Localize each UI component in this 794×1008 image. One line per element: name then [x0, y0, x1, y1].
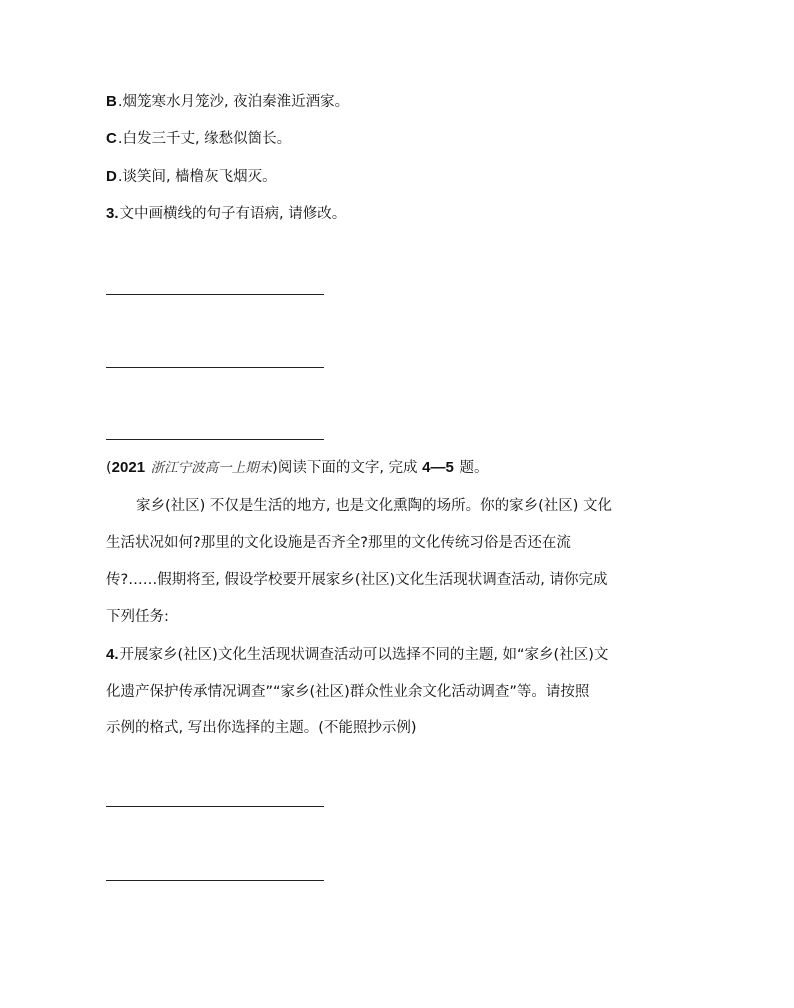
option-c-text: .白发三千丈, 缘愁似箇长。	[117, 131, 292, 147]
option-d-text: .谈笑间, 樯橹灰飞烟灭。	[117, 169, 277, 185]
intro-source: 浙江宁波高一上期末	[150, 460, 273, 476]
question-4-line-3: 示例的格式, 写出你选择的主题。(不能照抄示例)	[106, 720, 417, 736]
option-c	[106, 129, 291, 149]
question-3-text: 文中画横线的句子有语病, 请修改。	[119, 206, 347, 222]
answer-line-q4-2[interactable]	[106, 880, 324, 881]
passage-line-2: 生活状况如何?那里的文化设施是否齐全?那里的文化传统习俗是否还在流	[106, 535, 571, 551]
question-3-number: 3.	[106, 205, 119, 222]
passage-line-1: 家乡(社区) 不仅是生活的地方, 也是文化熏陶的场所。你的家乡(社区) 文化	[136, 498, 613, 514]
option-c-letter: C	[106, 130, 117, 147]
answer-line-q3-3[interactable]	[106, 439, 324, 440]
answer-line-q3-2[interactable]	[106, 367, 324, 368]
option-d-letter: D	[106, 168, 117, 185]
intro-text-after: 题。	[454, 460, 489, 476]
passage-line-4: 下列任务:	[106, 609, 169, 625]
option-d	[106, 167, 277, 187]
question-4-line-1	[106, 645, 608, 665]
question-3	[106, 204, 346, 224]
option-b-letter: B	[106, 93, 117, 110]
intro-year: 2021	[111, 459, 146, 476]
question-4-line-2: 化遗产保护传承情况调查”“家乡(社区)群众性业余文化活动调查”等。请按照	[106, 684, 590, 700]
intro-paren-close: )	[272, 460, 278, 476]
question-4-number: 4.	[106, 646, 119, 663]
intro-paren-open: (	[106, 460, 112, 476]
question-4-text-1: 开展家乡(社区)文化生活现状调查活动可以选择不同的主题, 如“家乡(社区)文	[119, 647, 609, 663]
option-b	[106, 92, 349, 112]
answer-line-q4-1[interactable]	[106, 806, 324, 807]
intro-range: 4—5	[422, 459, 454, 476]
passage-line-3: 传?……假期将至, 假设学校要开展家乡(社区)文化生活现状调查活动, 请你完成	[106, 572, 608, 588]
intro-text-before: 阅读下面的文字, 完成	[277, 460, 423, 476]
reading-intro	[106, 458, 488, 478]
answer-line-q3-1[interactable]	[106, 294, 324, 295]
option-b-text: .烟笼寒水月笼沙, 夜泊秦淮近酒家。	[117, 94, 350, 110]
